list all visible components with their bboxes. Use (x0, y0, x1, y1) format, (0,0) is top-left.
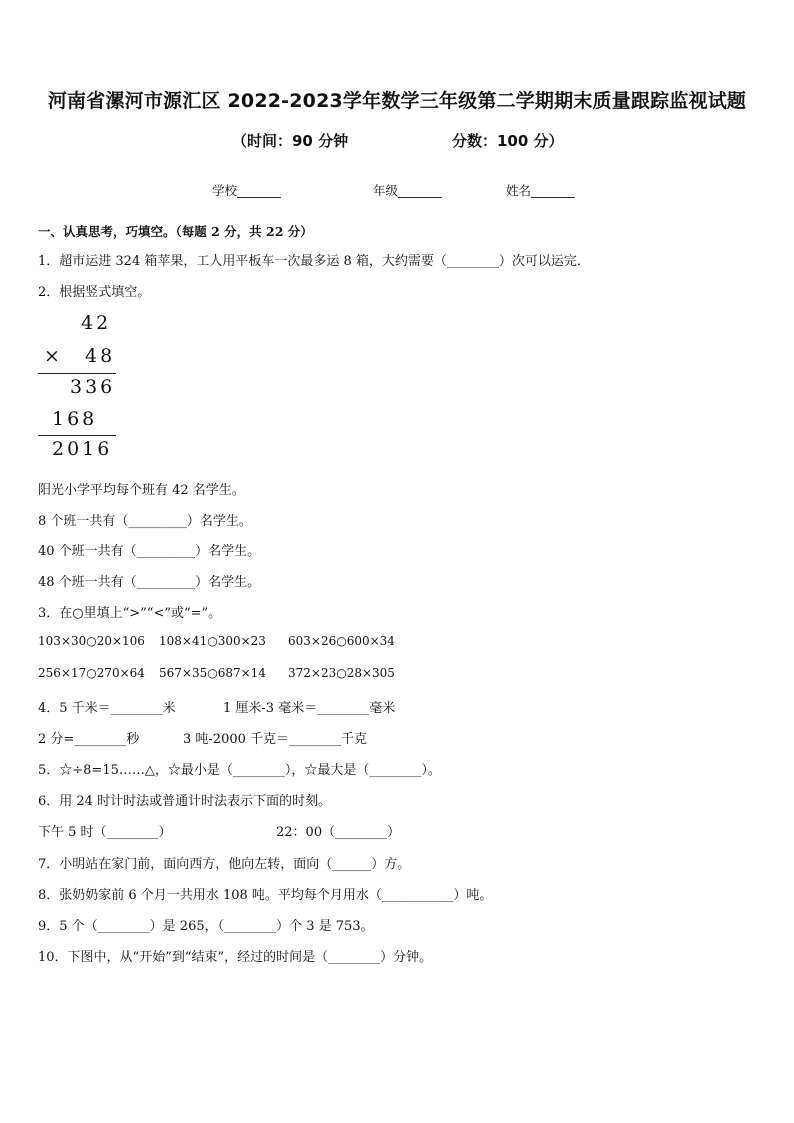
question-6-prompt: 6．用 24 时计时法或普通计时法表示下面的时刻。 (38, 794, 332, 809)
calc-operator: × (44, 345, 63, 367)
calc-line-2 (38, 435, 116, 436)
question-2-context: 阳光小学平均每个班有 42 名学生。 (38, 483, 245, 498)
question-4c: 2 分=________秒 (38, 732, 140, 747)
calc-line-1 (38, 373, 116, 374)
question-2-prompt: 2．根据竖式填空。 (38, 285, 151, 300)
question-1: 1．超市运进 324 箱苹果，工人用平板车一次最多运 8 箱，大约需要（________）次可以运完． (38, 254, 590, 269)
grade-field: 年级_______ (373, 183, 442, 198)
question-6a: 下午 5 时（________） (38, 825, 172, 840)
compare-4: 256×17○270×64 (38, 666, 145, 680)
question-6b: 22：00（________） (276, 825, 401, 840)
name-field: 姓名_______ (506, 183, 575, 198)
question-2-line-2: 40 个班一共有（_________）名学生。 (38, 544, 261, 559)
calc-partial-2: 168 (52, 408, 98, 430)
exam-time: （时间：90 分钟 (232, 132, 349, 150)
calc-partial-1: 336 (70, 376, 116, 398)
compare-3: 603×26○600×34 (288, 634, 395, 648)
school-field: 学校_______ (212, 183, 281, 198)
compare-1: 103×30○20×106 (38, 634, 145, 648)
compare-6: 372×23○28×305 (288, 666, 395, 680)
page-title: 河南省漯河市源汇区 2022-2023学年数学三年级第二学期期末质量跟踪监视试题 (47, 90, 747, 112)
question-9: 9．5 个（________）是 265，（________）个 3 是 753。 (38, 919, 374, 934)
calc-result: 2016 (52, 438, 113, 460)
question-4b: 1 厘米-3 毫米＝________毫米 (223, 701, 396, 716)
calc-multiplier: 48 (85, 345, 116, 367)
compare-2: 108×41○300×23 (159, 634, 266, 648)
exam-score: 分数：100 分） (452, 132, 564, 150)
question-4a: 4．5 千米＝________米 (38, 701, 176, 716)
compare-5: 567×35○687×14 (159, 666, 266, 680)
question-4d: 3 吨-2000 千克＝________千克 (183, 732, 368, 747)
question-3-prompt: 3．在○里填上“>”“<”或“=”。 (38, 606, 222, 621)
question-10: 10．下图中，从“开始”到“结束”，经过的时间是（________）分钟。 (38, 950, 433, 965)
question-2-line-3: 48 个班一共有（_________）名学生。 (38, 575, 261, 590)
calc-multiplicand: 42 (81, 312, 112, 334)
question-7: 7．小明站在家门前，面向西方，他向左转，面向（______）方。 (38, 857, 411, 872)
question-5: 5．☆÷8=15……△，☆最小是（________），☆最大是（________）。 (38, 763, 441, 778)
question-8: 8．张奶奶家前 6 个月一共用水 108 吨。平均每个月用水（___________）吨。 (38, 888, 493, 903)
question-2-line-1: 8 个班一共有（_________）名学生。 (38, 514, 252, 529)
section-heading: 一、认真思考，巧填空。（每题 2 分，共 22 分） (38, 224, 313, 239)
